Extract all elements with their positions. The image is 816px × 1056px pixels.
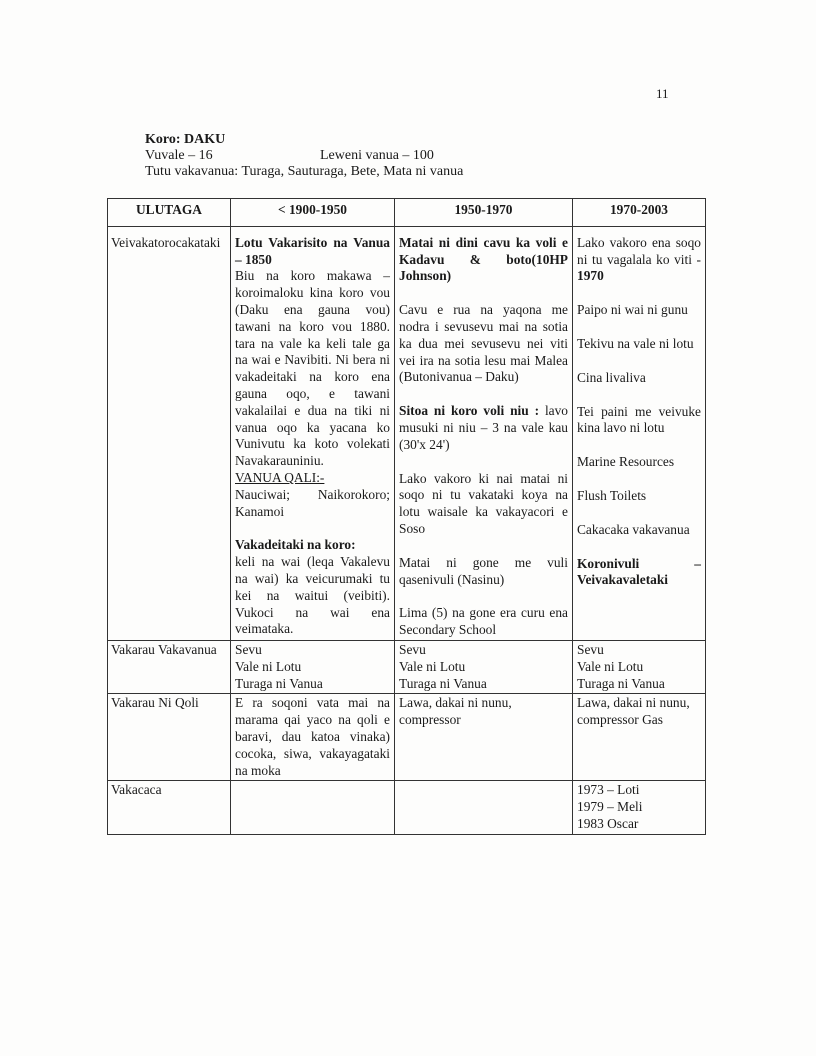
cell-text: Biu na koro makawa – koroimaloku kina koro vou (Daku ena gauna vou) tawani na koro vou 1880. tara na vale ka keli tale ga na wai e Navibiti. Ni bera ni vakadeitaki na koro ena gauna oqo, e tawani vakalailai e dua na tiki ni vanua oqo ka yacana ko Vunivutu ka koto volekati Navakarauniniu. xyxy=(235,268,390,469)
table-cell xyxy=(573,781,706,834)
document-header xyxy=(145,132,463,180)
cell-text: Vale ni Lotu xyxy=(577,658,644,674)
table-cell xyxy=(395,226,573,640)
cell-text: Lotu Vakarisito na Vanua – 1850 xyxy=(235,234,390,267)
table-row xyxy=(108,226,706,640)
cell-text: Cakacaka vakavanua xyxy=(577,521,690,537)
cell-text: 1970 xyxy=(577,268,604,284)
table-cell xyxy=(231,781,395,834)
village-development-table xyxy=(107,198,706,835)
cell-text: Flush Toilets xyxy=(577,487,647,503)
table-cell: Lawa, dakai ni nunu, compressor Gas xyxy=(573,694,706,781)
cell-text: Marine Resources xyxy=(577,454,675,470)
cell-text: Turaga ni Vanua xyxy=(577,675,665,691)
cell-text: 1983 Oscar xyxy=(577,815,639,831)
table-cell xyxy=(231,226,395,640)
cell-text: Sitoa ni koro voli niu : xyxy=(399,403,540,419)
cell-text: Lako vakoro ki nai matai ni soqo ni tu vakataki koya na lotu waisale ka vakayacori e Soso xyxy=(399,470,568,536)
table-cell xyxy=(231,640,395,693)
cell-text: Turaga ni Vanua xyxy=(235,675,323,691)
table-cell: E ra soqoni vata mai na marama qai yaco na qoli e baravi, dau katoa vinaka) cocoka, siwa, vakayagataki na moka xyxy=(231,694,395,781)
village-title: Koro: DAKU xyxy=(145,132,226,147)
cell-text: Cavu e rua na yaqona me nodra i sevusevu mai na sotia ka dua mei sevusevu nei viti vei ira na sotia lesu mai Malea (Butonivanua – Daku) xyxy=(399,302,568,385)
tutu-vakavanua: Tutu vakavanua: Turaga, Sauturaga, Bete, Mata ni vanua xyxy=(145,164,464,179)
table-row xyxy=(108,781,706,834)
row-label: Vakarau Ni Qoli xyxy=(108,694,231,781)
table-cell: Lawa, dakai ni nunu, compressor xyxy=(395,694,573,781)
cell-text: Paipo ni wai ni gunu xyxy=(577,302,688,318)
cell-text: Sevu xyxy=(399,641,426,657)
row-label: Vakarau Vakavanua xyxy=(108,640,231,693)
table-header-row xyxy=(108,199,706,227)
header-period-2: 1950-1970 xyxy=(395,199,573,227)
row-label: Vakacaca xyxy=(108,781,231,834)
cell-text: Matai ni dini cavu ka voli e Kadavu & boto(10HP Johnson) xyxy=(399,234,568,284)
row-label: Veivakatorocakataki xyxy=(108,226,231,640)
cell-text: VANUA QALI:- xyxy=(235,469,325,485)
header-ulutaga: ULUTAGA xyxy=(108,199,231,227)
page-number: 11 xyxy=(656,86,669,101)
village-stats xyxy=(145,148,463,164)
cell-text: Tekivu na vale ni lotu xyxy=(577,335,694,351)
table-cell xyxy=(573,226,706,640)
cell-text: Cina livaliva xyxy=(577,369,646,385)
table-row xyxy=(108,694,706,781)
cell-text: 1973 – Loti xyxy=(577,782,640,798)
table-cell xyxy=(573,640,706,693)
header-period-3: 1970-2003 xyxy=(573,199,706,227)
table-cell xyxy=(395,781,573,834)
cell-text: 1979 – Meli xyxy=(577,799,643,815)
cell-text: Lima (5) na gone era curu ena Secondary School xyxy=(399,605,568,638)
cell-text: keli na wai (leqa Vakalevu na wai) ka veicurumaki tu kei na waitui (veibiti). Vukoci na wai ena veimataka. xyxy=(235,554,390,637)
header-period-1: < 1900-1950 xyxy=(231,199,395,227)
vuvale-count: Vuvale – 16 xyxy=(145,148,213,163)
cell-text: Tei paini me veivuke kina lavo ni lotu xyxy=(577,403,701,436)
table-row xyxy=(108,640,706,693)
cell-text: Sevu xyxy=(577,641,604,657)
leweni-vanua-count: Leweni vanua – 100 xyxy=(320,148,434,163)
cell-text: Vakadeitaki na koro: xyxy=(235,537,356,553)
cell-text: Vale ni Lotu xyxy=(235,658,302,674)
cell-text: Vale ni Lotu xyxy=(399,658,466,674)
cell-text: Matai ni gone me vuli qasenivuli (Nasinu) xyxy=(399,554,568,587)
cell-text: Sevu xyxy=(235,641,262,657)
cell-text: lavo musuki ni niu – 3 na vale kau (30'x 24') xyxy=(399,403,568,452)
cell-text: Lako vakoro ena soqo ni tu vagalala ko viti - xyxy=(577,234,701,267)
table-cell xyxy=(395,640,573,693)
cell-text: Koronivuli – Veivakavaletaki xyxy=(577,555,701,588)
cell-text: Turaga ni Vanua xyxy=(399,675,487,691)
cell-text: Nauciwai; Naikorokoro; Kanamoi xyxy=(235,486,390,519)
